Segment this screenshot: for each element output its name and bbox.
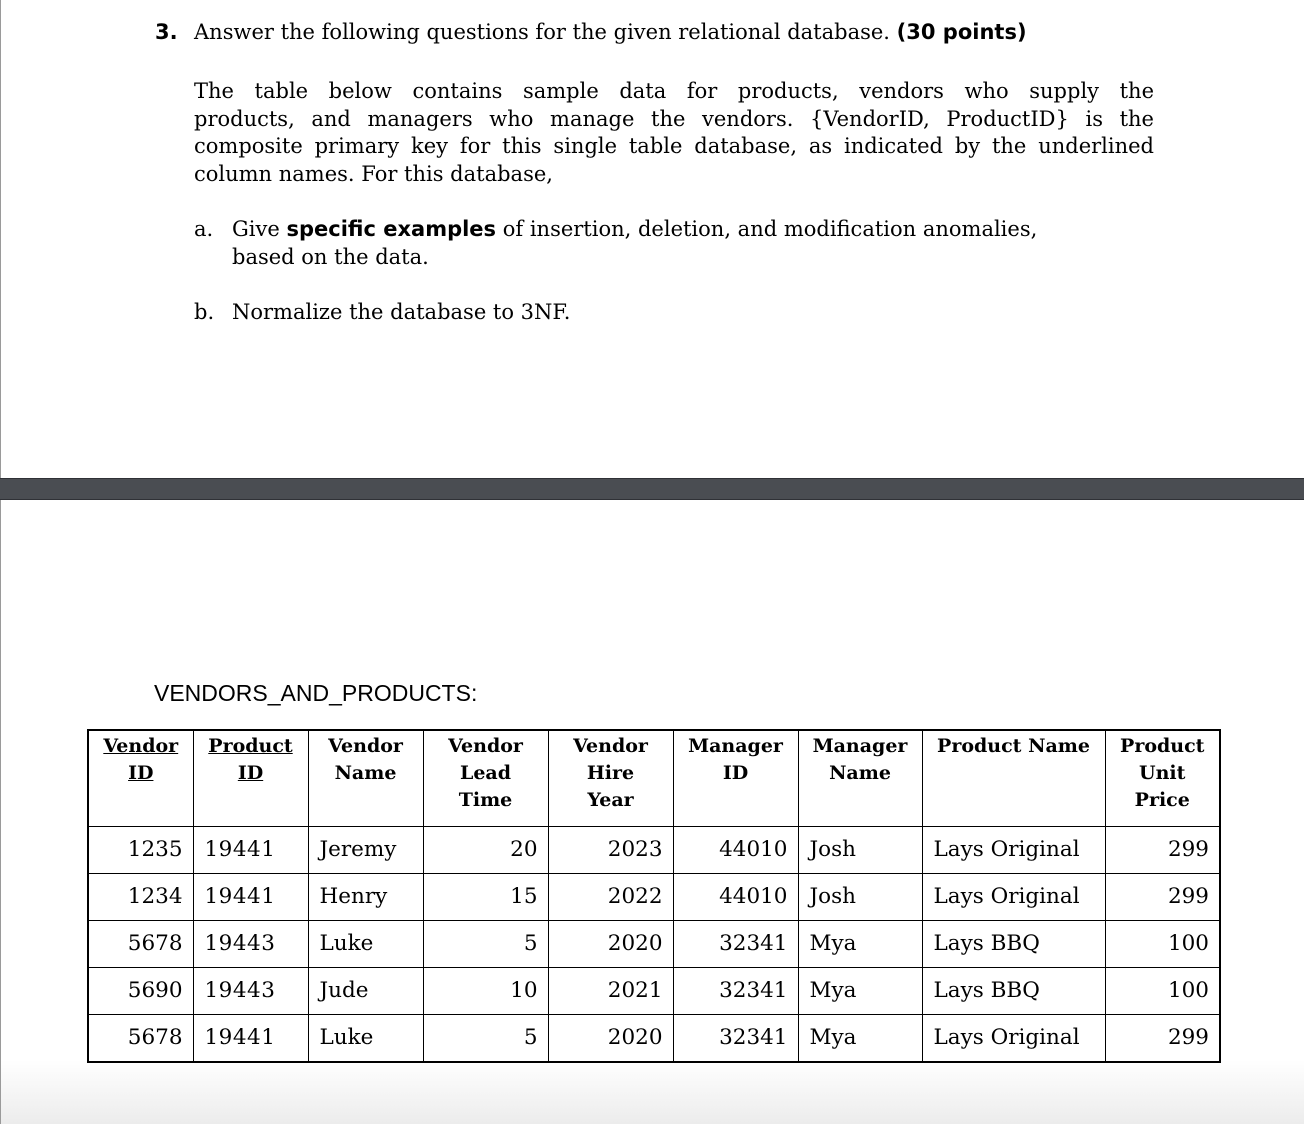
cell-product-name: Lays Original — [922, 873, 1105, 920]
cell-unit-price: 299 — [1105, 826, 1220, 873]
header-line: Product Name — [937, 735, 1090, 757]
question-number: 3. — [155, 20, 178, 44]
cell-hire-year: 2022 — [548, 873, 673, 920]
cell-manager-id: 32341 — [673, 920, 798, 967]
cell-hire-year: 2020 — [548, 920, 673, 967]
cell-product-id: 19443 — [193, 920, 308, 967]
item-a-text — [232, 215, 1037, 243]
cell-lead-time: 10 — [423, 967, 548, 1014]
header-manager-id — [673, 730, 798, 826]
header-vendor-lead-time — [423, 730, 548, 826]
table-row — [88, 920, 1220, 967]
paragraph-line: The table below contains sample data for products, vendors who supply the — [194, 79, 1154, 103]
header-line: Name — [829, 762, 891, 784]
cell-manager-name: Josh — [798, 826, 922, 873]
cell-unit-price: 299 — [1105, 1014, 1220, 1062]
table-row — [88, 873, 1220, 920]
table-title: VENDORS_AND_PRODUCTS: — [154, 680, 478, 706]
cell-manager-name: Mya — [798, 967, 922, 1014]
cell-vendor-name: Luke — [308, 1014, 423, 1062]
header-line: Vendor — [328, 735, 403, 757]
header-line: ID — [237, 762, 264, 784]
header-product-name — [922, 730, 1105, 826]
header-line: Manager — [688, 735, 783, 757]
header-line: Manager — [812, 735, 908, 757]
header-line: Product — [1120, 735, 1205, 757]
cell-vendor-id: 1235 — [88, 826, 193, 873]
header-line: Hire — [586, 762, 635, 784]
cell-lead-time: 20 — [423, 826, 548, 873]
cell-vendor-id: 5678 — [88, 1014, 193, 1062]
cell-product-id: 19443 — [193, 967, 308, 1014]
cell-hire-year: 2023 — [548, 826, 673, 873]
header-row — [88, 730, 1220, 826]
cell-vendor-name: Jude — [308, 967, 423, 1014]
cell-hire-year: 2021 — [548, 967, 673, 1014]
paragraph-line: products, and managers who manage the vendors. {VendorID, ProductID} is the — [194, 106, 1154, 131]
cell-hire-year: 2020 — [548, 1014, 673, 1062]
cell-product-id: 19441 — [193, 826, 308, 873]
paragraph-line: composite primary key for this single table database, as indicated by the underlined — [194, 134, 1154, 158]
cell-unit-price: 100 — [1105, 967, 1220, 1014]
cell-vendor-name: Henry — [308, 873, 423, 920]
item-a-label: a. — [194, 217, 214, 241]
header-manager-name — [798, 730, 922, 826]
item-a-line2: based on the data. — [232, 245, 429, 269]
cell-product-name: Lays Original — [922, 826, 1105, 873]
header-line: Vendor — [448, 735, 523, 757]
page-separator — [0, 478, 1304, 500]
header-line: Name — [334, 762, 397, 784]
cell-manager-name: Josh — [798, 873, 922, 920]
cell-product-name: Lays BBQ — [922, 920, 1105, 967]
header-product-id — [193, 730, 308, 826]
cell-vendor-name: Luke — [308, 920, 423, 967]
paragraph-line: column names. For this database, — [194, 161, 553, 186]
cell-manager-name: Mya — [798, 1014, 922, 1062]
header-line: Vendor — [103, 735, 179, 757]
cell-vendor-id: 5690 — [88, 967, 193, 1014]
question-points: (30 points) — [896, 20, 1027, 44]
header-line: Year — [587, 789, 634, 811]
header-line: ID — [722, 762, 749, 784]
header-vendor-hire-year — [548, 730, 673, 826]
item-b-label: b. — [194, 300, 215, 324]
cell-lead-time: 15 — [423, 873, 548, 920]
item-a-suffix: of insertion, deletion, and modification anomalies, — [502, 217, 1038, 241]
header-line: Product — [208, 735, 293, 757]
question-prompt: Answer the following questions for the given relational database. — [194, 20, 890, 44]
header-line: ID — [128, 762, 154, 784]
item-a-emphasis: specific examples — [286, 217, 497, 241]
page-top — [0, 0, 1304, 478]
description-paragraph — [194, 78, 1154, 188]
cell-vendor-id: 5678 — [88, 920, 193, 967]
vendors-products-table — [87, 729, 1221, 1063]
header-line: Lead — [459, 762, 512, 784]
header-vendor-name — [308, 730, 423, 826]
question-text — [194, 20, 1027, 44]
cell-manager-id: 44010 — [673, 826, 798, 873]
header-line: Unit — [1139, 762, 1186, 784]
cell-product-name: Lays BBQ — [922, 967, 1105, 1014]
cell-lead-time: 5 — [423, 1014, 548, 1062]
item-a-prefix: Give — [232, 217, 280, 241]
cell-unit-price: 100 — [1105, 920, 1220, 967]
cell-vendor-name: Jeremy — [308, 826, 423, 873]
cell-manager-name: Mya — [798, 920, 922, 967]
header-product-unit-price — [1105, 730, 1220, 826]
header-line: Time — [458, 789, 513, 811]
cell-product-id: 19441 — [193, 873, 308, 920]
cell-lead-time: 5 — [423, 920, 548, 967]
table-row — [88, 826, 1220, 873]
header-vendor-id — [88, 730, 193, 826]
item-b-text: Normalize the database to 3NF. — [232, 300, 571, 324]
cell-manager-id: 44010 — [673, 873, 798, 920]
cell-manager-id: 32341 — [673, 967, 798, 1014]
header-line: Vendor — [573, 735, 648, 757]
cell-vendor-id: 1234 — [88, 873, 193, 920]
cell-product-id: 19441 — [193, 1014, 308, 1062]
header-line: Price — [1134, 789, 1190, 811]
cell-product-name: Lays Original — [922, 1014, 1105, 1062]
cell-manager-id: 32341 — [673, 1014, 798, 1062]
cell-unit-price: 299 — [1105, 873, 1220, 920]
table-row — [88, 1014, 1220, 1062]
table-row — [88, 967, 1220, 1014]
